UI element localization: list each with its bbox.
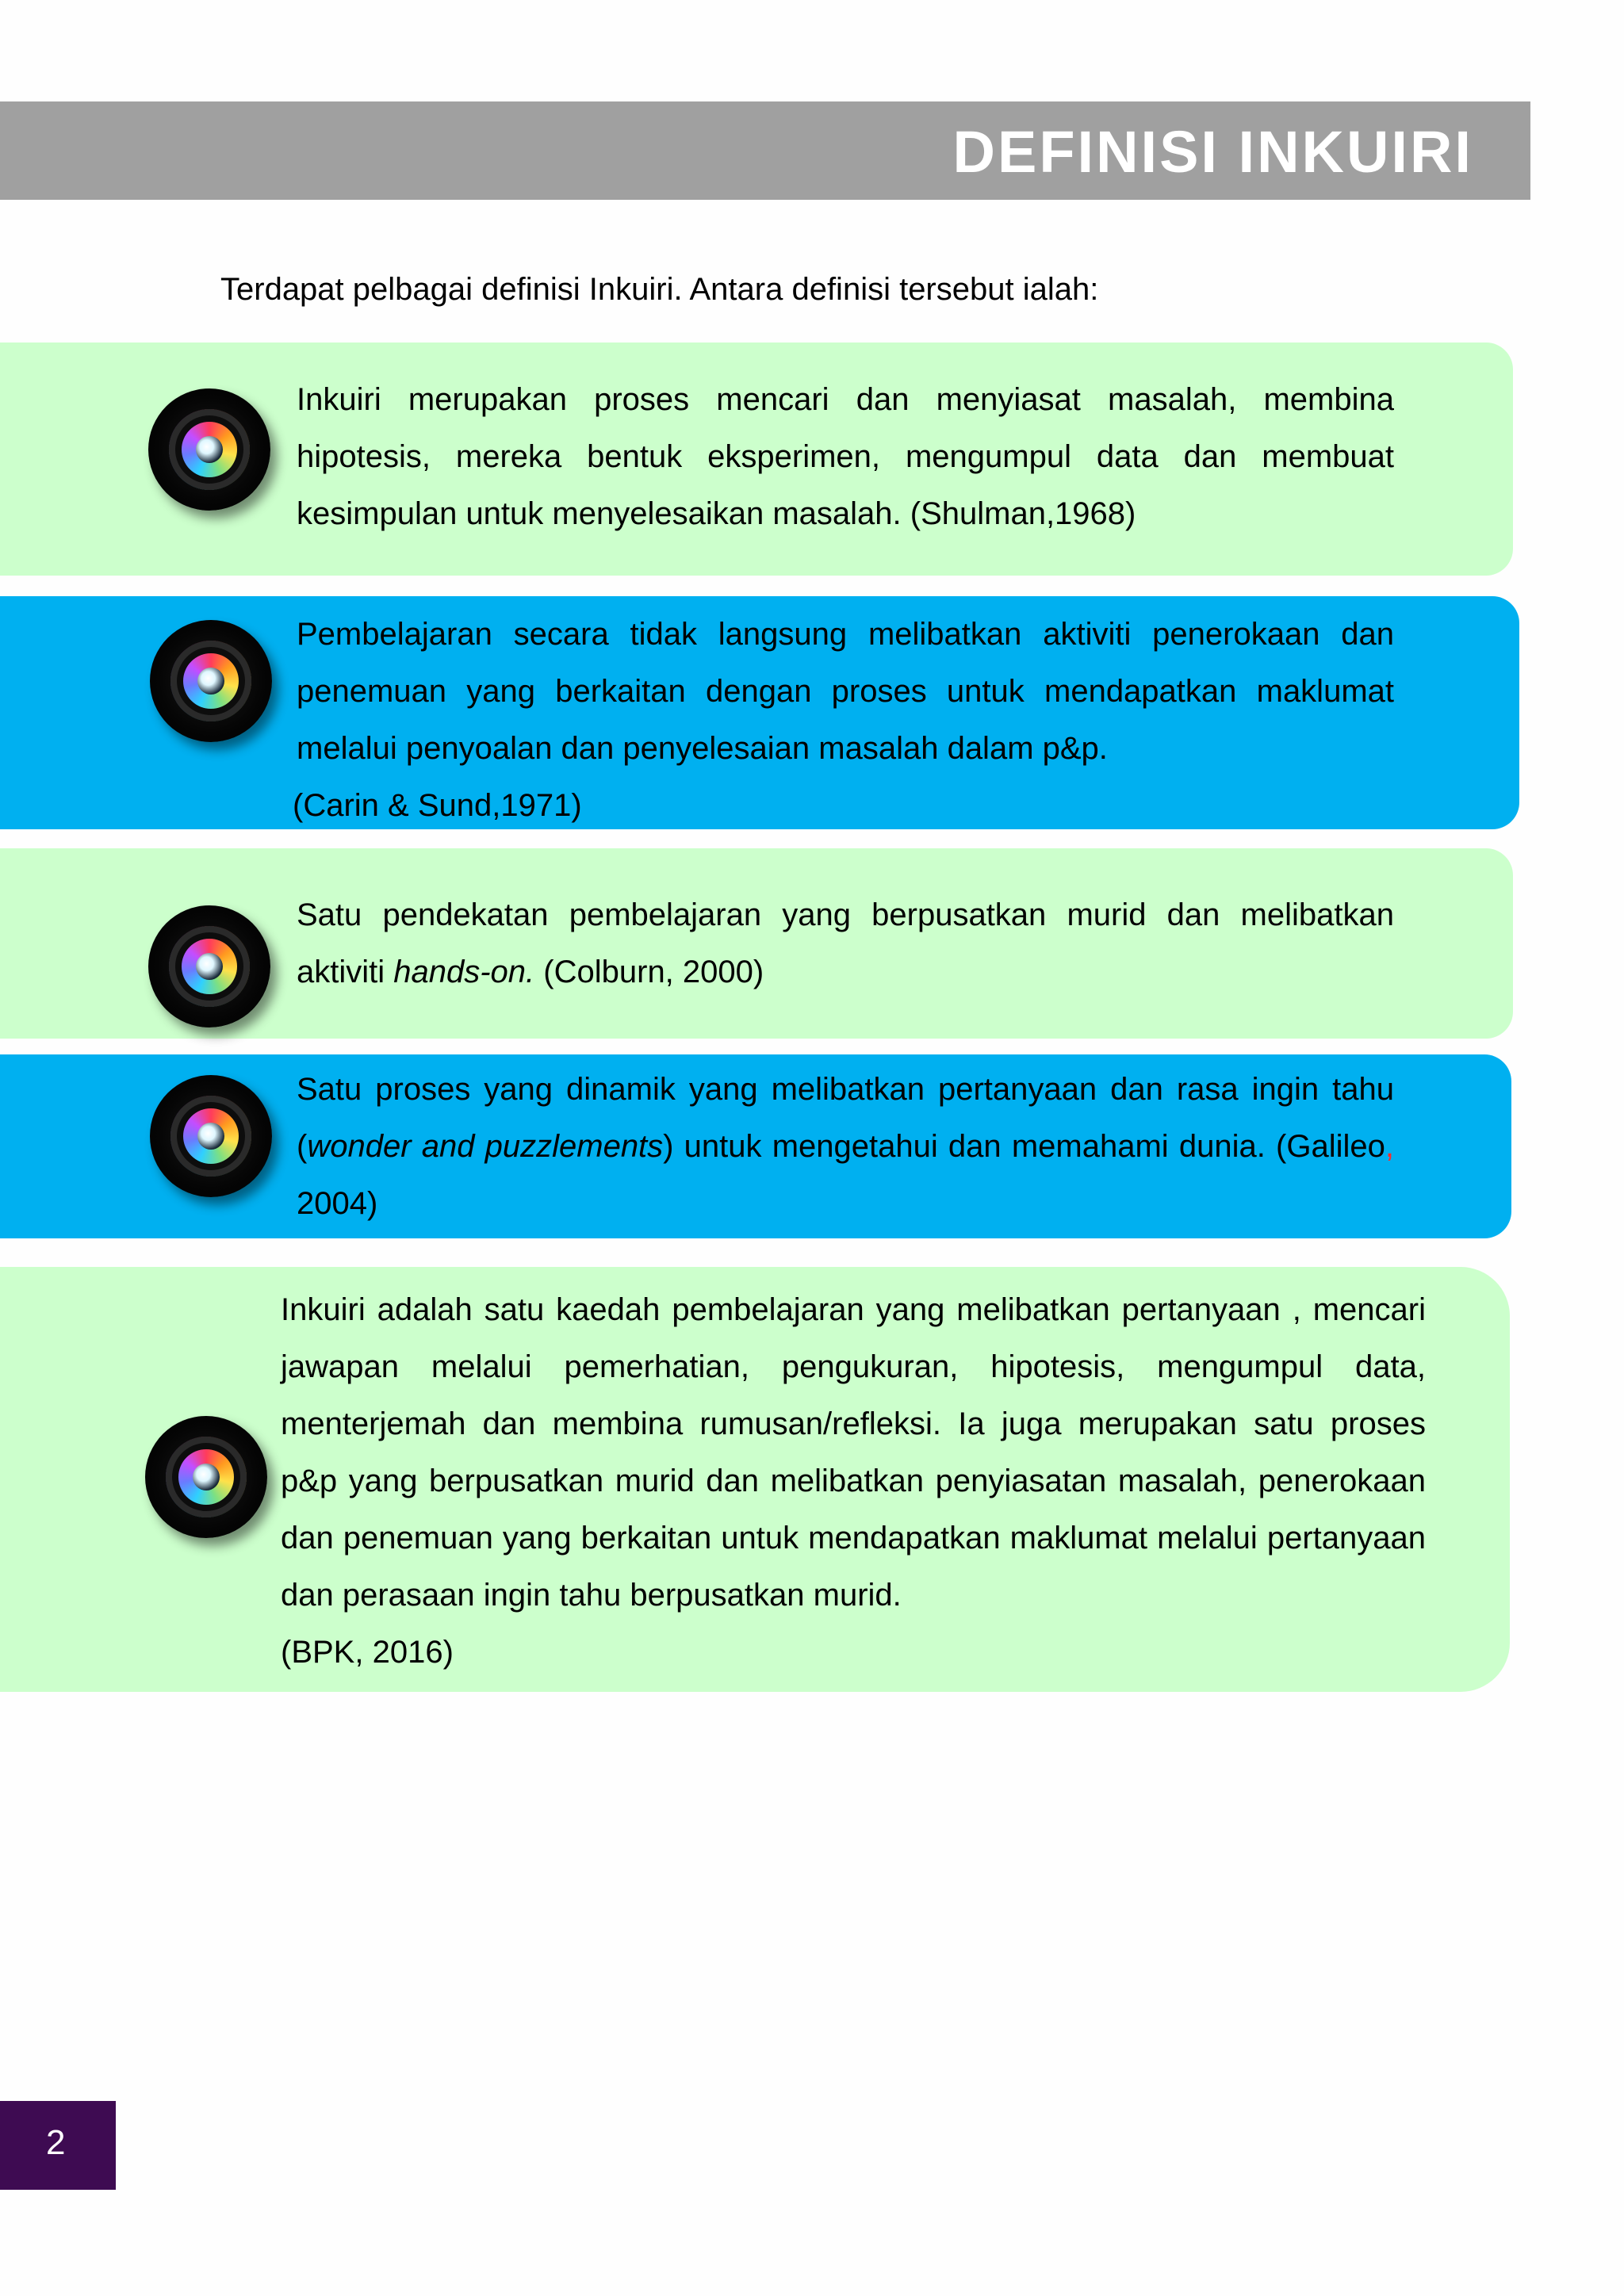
definition-body-italic: hands-on. [393, 955, 535, 989]
definition-text [297, 886, 1394, 1001]
camera-lens-icon [150, 1075, 272, 1197]
definition-card-1 [0, 342, 1513, 576]
definition-card-5 [0, 1267, 1510, 1692]
definition-body-part: Satu proses yang dinamik yang melibatkan pertanyaan dan rasa ingin tahu ( [297, 1072, 1394, 1164]
definition-body-part: (Colburn, 2000) [534, 955, 764, 989]
camera-lens-icon [148, 905, 270, 1027]
definition-card-4 [0, 1054, 1511, 1238]
definition-body [297, 1061, 1394, 1232]
definition-body: Inkuiri merupakan proses mencari dan menyiasat masalah, membina hipotesis, mereka bentuk eksperimen, mengumpul data dan membuat kesimpulan untuk menyelesaikan masalah. (Shulman,1968) [297, 382, 1394, 531]
definition-body-part: 2004) [297, 1186, 378, 1221]
page-number-badge [0, 2101, 116, 2190]
page-number: 2 [46, 2123, 66, 2162]
definition-body [297, 886, 1394, 1001]
definition-text [297, 371, 1394, 542]
definition-body: Inkuiri adalah satu kaedah pembelajaran yang melibatkan pertanyaan , mencari jawapan melalui pemerhatian, pengukuran, hipotesis, mengumpul data, menterjemah dan membina rumusan/refleksi. Ia juga merupakan satu proses p&p yang berpusatkan murid dan melibatkan penyiasatan masalah, penerokaan dan penemuan yang berkaitan untuk mendapatkan maklumat melalui pertanyaan dan perasaan ingin tahu berpusatkan murid. [281, 1292, 1426, 1613]
definition-body-part: Satu pendekatan pembelajaran yang berpusatkan murid dan melibatkan aktiviti [297, 897, 1394, 989]
definition-body-italic: wonder and puzzlements [307, 1129, 664, 1164]
camera-lens-icon [148, 388, 270, 511]
camera-lens-icon [150, 620, 272, 742]
definition-text [293, 606, 1394, 834]
intro-text: Terdapat pelbagai definisi Inkuiri. Antara definisi tersebut ialah: [220, 272, 1099, 307]
definition-body: Pembelajaran secara tidak langsung melibatkan aktiviti penerokaan dan penemuan yang berkaitan dengan proses untuk mendapatkan maklumat melalui penyoalan dan penyelesaian masalah dalam p&p. [297, 617, 1394, 766]
header-bar [0, 101, 1530, 200]
definition-text [281, 1281, 1426, 1681]
definition-card-3 [0, 848, 1513, 1039]
definition-citation: (Carin & Sund,1971) [293, 788, 582, 823]
page-title: DEFINISI INKUIRI [952, 119, 1473, 185]
definition-citation: (BPK, 2016) [281, 1635, 454, 1670]
definition-card-2 [0, 596, 1519, 829]
definition-text [297, 1061, 1394, 1232]
definition-body-comma: , [1385, 1129, 1394, 1164]
camera-lens-icon [145, 1416, 267, 1538]
definition-body-part: ) untuk mengetahui dan memahami dunia. (Galileo [663, 1129, 1385, 1164]
